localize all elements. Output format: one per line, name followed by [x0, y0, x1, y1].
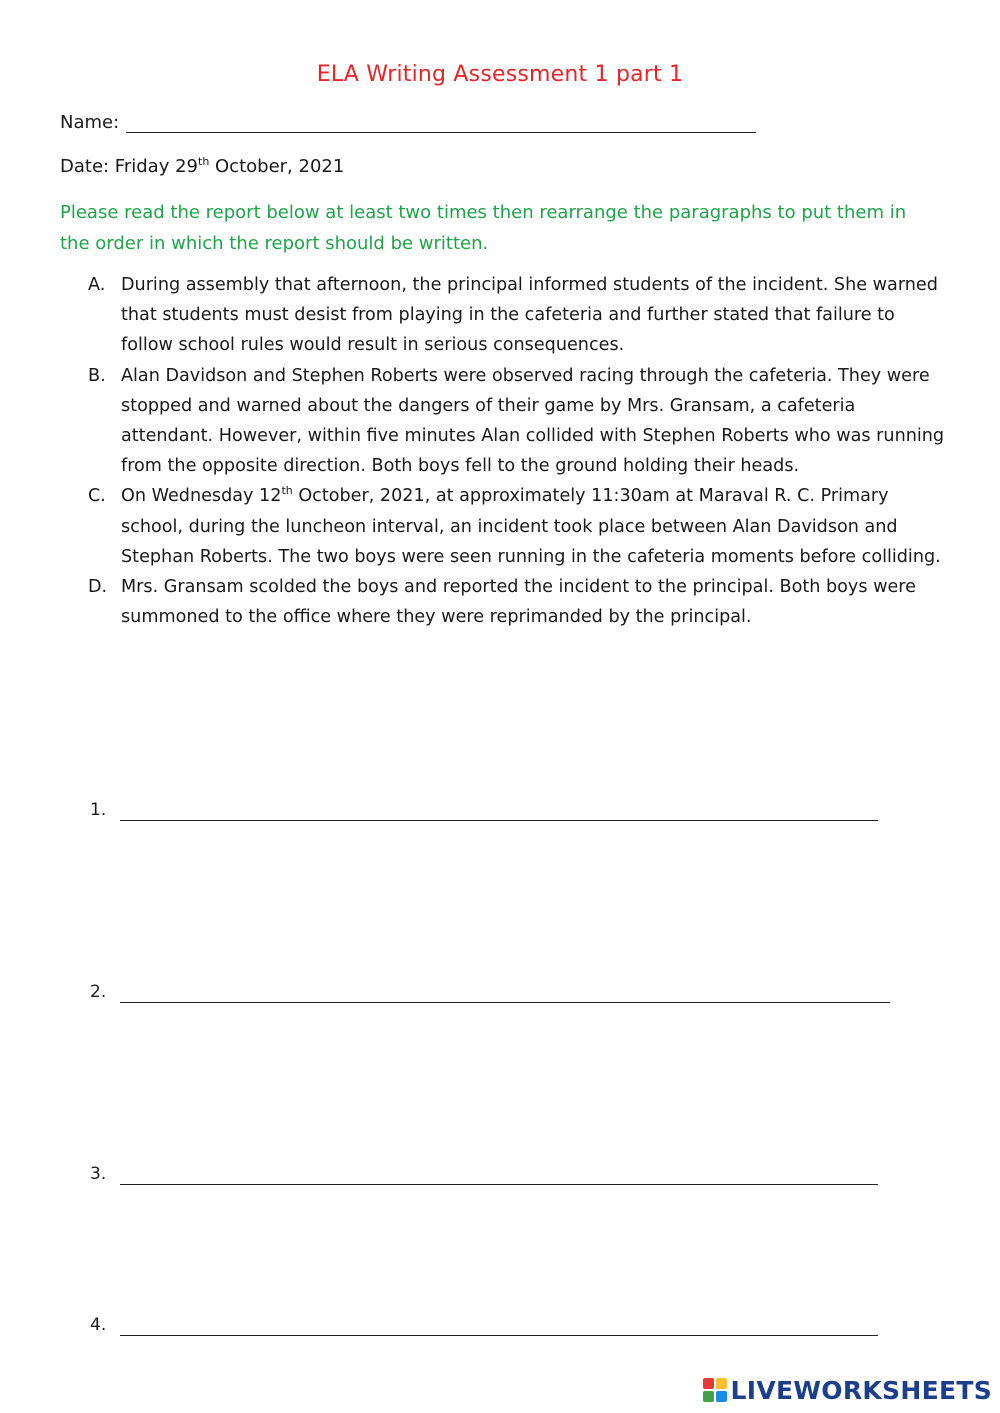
- paragraph-text: Mrs. Gransam scolded the boys and reported the incident to the principal. Both boys were summoned to the office where they were reprimanded by the principal.: [121, 577, 916, 628]
- answer-number: 1.: [90, 800, 107, 820]
- paragraph-text: Alan Davidson and Stephen Roberts were observed racing through the cafeteria. They were stopped and warned about the dangers of their game by Mrs. Gransam, a cafeteria attendant. However, within five minutes Alan collided with Stephen Roberts who was running from the opposite direction. Both boys fell to the ground holding their heads.: [121, 365, 945, 477]
- paragraph-letter: A.: [88, 275, 106, 295]
- paragraph-list: [88, 270, 948, 632]
- paragraph-letter: D.: [88, 577, 108, 598]
- date-ordinal: th: [281, 484, 293, 498]
- date-month-year: October, 2021: [209, 156, 345, 177]
- date-line: [60, 156, 344, 177]
- date-ordinal: th: [198, 155, 210, 168]
- paragraph-text-rest: October, 2021, at approximately 11:30am at Maraval R. C. Primary school, during the luncheon interval, an incident took place between Alan Davidson and Stephan Roberts. The two boys were seen running in the cafeteria moments before colliding.: [121, 486, 941, 567]
- paragraph-b: [88, 361, 948, 482]
- instructions: Please read the report below at least two times then rearrange the paragraphs to put them in the order in which the report should be written.: [60, 202, 907, 254]
- paragraph-letter: C.: [88, 486, 106, 507]
- answer-field-3[interactable]: [120, 1184, 878, 1185]
- liveworksheets-logo-icon: [702, 1377, 728, 1403]
- paragraph-letter: B.: [88, 365, 106, 386]
- answer-number: 3.: [90, 1164, 107, 1184]
- paragraph-text-start: On Wednesday 12: [121, 486, 282, 507]
- paragraph-text: [121, 486, 941, 566]
- answer-field-2[interactable]: [120, 1002, 890, 1003]
- answer-field-1[interactable]: [120, 820, 878, 821]
- name-label: Name:: [60, 112, 120, 133]
- paragraph-c: [88, 481, 948, 572]
- answer-number: 2.: [90, 982, 107, 1002]
- date-text: Date: Friday 29: [60, 156, 198, 177]
- paragraph-text: During assembly that afternoon, the principal informed students of the incident. She warned that students must desist from playing in the cafeteria and further stated that failure to follow school rules would result in serious consequences.: [121, 275, 938, 356]
- answer-field-4[interactable]: [120, 1335, 878, 1336]
- paragraph-a: [88, 270, 948, 361]
- answer-number: 4.: [90, 1315, 107, 1335]
- name-field[interactable]: [126, 132, 756, 133]
- liveworksheets-brand: [702, 1375, 992, 1405]
- page-title: ELA Writing Assessment 1 part 1: [316, 62, 684, 87]
- brand-name: LIVEWORKSHEETS: [730, 1375, 992, 1405]
- paragraph-d: [88, 572, 948, 632]
